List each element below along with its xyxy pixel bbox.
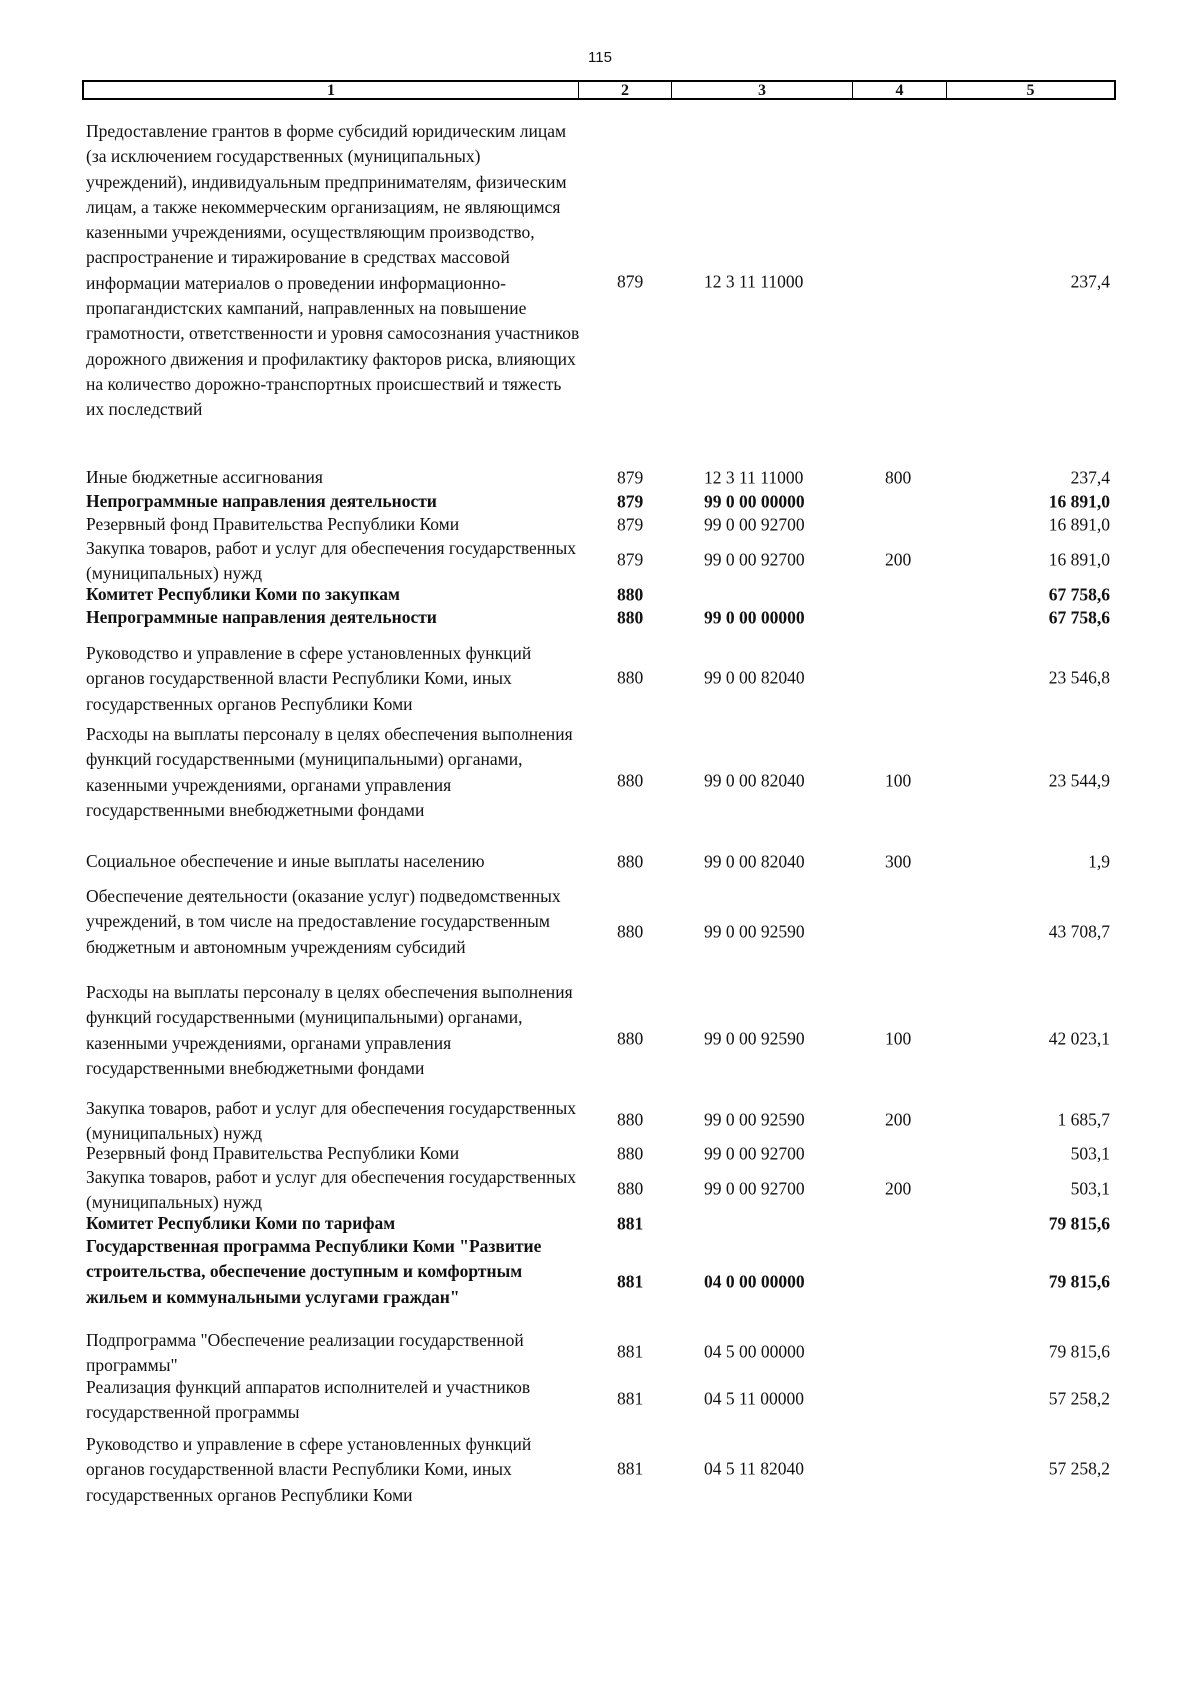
table-row <box>82 119 1116 444</box>
row-code: 880 <box>617 769 644 790</box>
row-description: Непрограммные направления деятельности <box>86 607 437 627</box>
header-col-1: 1 <box>84 82 579 98</box>
row-code: 879 <box>617 490 644 511</box>
row-vr: 300 <box>885 850 912 871</box>
row-csr: 12 3 11 11000 <box>704 466 804 487</box>
row-code: 881 <box>617 1271 644 1292</box>
table-row <box>82 1375 1116 1423</box>
table-row <box>82 1328 1116 1376</box>
row-description: Резервный фонд Правительства Республики Коми <box>86 1143 460 1163</box>
row-amount: 1,9 <box>1088 850 1110 871</box>
row-amount: 79 815,6 <box>1048 1341 1110 1362</box>
row-code: 881 <box>617 1388 644 1409</box>
row-csr: 04 0 00 00000 <box>704 1271 805 1292</box>
row-amount: 16 891,0 <box>1048 513 1110 534</box>
row-vr: 200 <box>885 549 912 570</box>
row-description: Обеспечение деятельности (оказание услуг) подведомственных учреждений, в том числе на предоставление государственным бюджетным и автономным учреждениям субсидий <box>86 886 561 957</box>
row-amount: 79 815,6 <box>1048 1271 1110 1292</box>
row-code: 880 <box>617 666 644 687</box>
row-description: Подпрограмма "Обеспечение реализации государственной программы" <box>86 1330 524 1376</box>
table-row <box>82 722 1116 839</box>
row-amount: 16 891,0 <box>1048 490 1110 511</box>
row-vr: 100 <box>885 769 912 790</box>
row-code: 880 <box>617 1027 644 1048</box>
row-vr: 100 <box>885 1027 912 1048</box>
row-amount: 57 258,2 <box>1048 1457 1110 1478</box>
row-amount: 67 758,6 <box>1048 606 1110 627</box>
row-code: 880 <box>617 606 644 627</box>
row-amount: 1 685,7 <box>1057 1109 1110 1130</box>
row-description: Руководство и управление в сфере установленных функций органов государственной власти Республики Коми, иных государственных органов Республики Коми <box>86 1434 532 1505</box>
table-row <box>82 1211 1116 1236</box>
row-description: Закупка товаров, работ и услуг для обеспечения государственных (муниципальных) нужд <box>86 538 577 584</box>
row-csr: 99 0 00 92700 <box>704 513 805 534</box>
table-row <box>82 1141 1116 1166</box>
row-amount: 23 546,8 <box>1048 666 1110 687</box>
row-amount: 503,1 <box>1070 1142 1110 1163</box>
row-description: Социальное обеспечение и иные выплаты населению <box>86 851 485 871</box>
row-description: Руководство и управление в сфере установленных функций органов государственной власти Республики Коми, иных государственных органов Республики Коми <box>86 643 532 714</box>
table-row <box>82 536 1116 584</box>
row-amount: 23 544,9 <box>1048 769 1110 790</box>
page-number: 115 <box>588 49 612 66</box>
row-amount: 57 258,2 <box>1048 1388 1110 1409</box>
row-code: 881 <box>617 1457 644 1478</box>
table-row <box>82 641 1116 714</box>
row-csr: 99 0 00 00000 <box>704 490 805 511</box>
row-vr: 800 <box>885 466 912 487</box>
row-description: Закупка товаров, работ и услуг для обеспечения государственных (муниципальных) нужд <box>86 1098 577 1144</box>
table-row <box>82 1234 1116 1330</box>
table-row <box>82 1096 1116 1144</box>
table-row <box>82 489 1116 514</box>
row-csr: 12 3 11 11000 <box>704 270 804 291</box>
row-csr: 99 0 00 82040 <box>704 666 805 687</box>
row-code: 880 <box>617 921 644 942</box>
row-vr: 200 <box>885 1109 912 1130</box>
row-description: Реализация функций аппаратов исполнителей и участников государственной программы <box>86 1377 531 1423</box>
row-csr: 99 0 00 92700 <box>704 549 805 570</box>
row-amount: 43 708,7 <box>1048 921 1110 942</box>
row-csr: 99 0 00 92590 <box>704 1109 805 1130</box>
row-description: Комитет Республики Коми по закупкам <box>86 584 400 604</box>
table-row <box>82 849 1116 874</box>
row-csr: 99 0 00 00000 <box>704 606 805 627</box>
header-col-4: 4 <box>853 82 947 98</box>
row-description: Резервный фонд Правительства Республики Коми <box>86 514 460 534</box>
row-csr: 99 0 00 92590 <box>704 1027 805 1048</box>
row-csr: 99 0 00 82040 <box>704 850 805 871</box>
row-csr: 99 0 00 92590 <box>704 921 805 942</box>
row-csr: 99 0 00 82040 <box>704 769 805 790</box>
row-csr: 99 0 00 92700 <box>704 1142 805 1163</box>
row-code: 881 <box>617 1341 644 1362</box>
table-row <box>82 884 1116 980</box>
row-amount: 16 891,0 <box>1048 549 1110 570</box>
row-amount: 503,1 <box>1070 1178 1110 1199</box>
row-code: 880 <box>617 1178 644 1199</box>
row-csr: 04 5 11 82040 <box>704 1457 804 1478</box>
table-row <box>82 1432 1116 1505</box>
row-amount: 237,4 <box>1070 270 1110 291</box>
row-code: 879 <box>617 549 644 570</box>
row-description: Закупка товаров, работ и услуг для обеспечения государственных (муниципальных) нужд <box>86 1167 577 1213</box>
row-amount: 67 758,6 <box>1048 583 1110 604</box>
row-description: Государственная программа Республики Коми "Развитие строительства, обеспечение доступным и комфортным жильем и коммунальными услугами граждан" <box>86 1236 542 1307</box>
table-row <box>82 582 1116 607</box>
table-row <box>82 605 1116 630</box>
header-col-3: 3 <box>672 82 853 98</box>
row-code: 880 <box>617 1109 644 1130</box>
table-row <box>82 1165 1116 1213</box>
row-code: 879 <box>617 466 644 487</box>
table-row <box>82 980 1116 1097</box>
row-amount: 79 815,6 <box>1048 1212 1110 1233</box>
row-amount: 42 023,1 <box>1048 1027 1110 1048</box>
header-col-2: 2 <box>579 82 672 98</box>
header-col-5: 5 <box>1026 82 1035 99</box>
row-description: Непрограммные направления деятельности <box>86 491 437 511</box>
row-description: Расходы на выплаты персоналу в целях обеспечения выполнения функций государственными (муниципальными) органами, казенными учреждениями, органами управления государственными внебюджетными фондами <box>86 724 573 820</box>
row-description: Комитет Республики Коми по тарифам <box>86 1213 396 1233</box>
table-row <box>82 465 1116 490</box>
row-code: 879 <box>617 513 644 534</box>
row-code: 881 <box>617 1212 644 1233</box>
row-csr: 04 5 00 00000 <box>704 1341 805 1362</box>
table-header <box>82 80 1116 100</box>
row-description: Предоставление грантов в форме субсидий юридическим лицам (за исключением государственных (муниципальных) учреждений), индивидуальным предпринимателям, физическим лицам, а также некоммерческим организациям, не являющимся казенными учреждениями, осуществляющим производство, распространение и тиражирование в средствах массовой информации материалов о проведении информационно-пропагандистских кампаний, направленных на повышение грамотности, ответственности и уровня самосознания участников дорожного движения и профилактику факторов риска, влияющих на количество дорожно-транспортных происшествий и тяжесть их последствий <box>86 121 580 420</box>
row-code: 879 <box>617 270 644 291</box>
row-vr: 200 <box>885 1178 912 1199</box>
row-description: Расходы на выплаты персоналу в целях обеспечения выполнения функций государственными (муниципальными) органами, казенными учреждениями, органами управления государственными внебюджетными фондами <box>86 982 573 1078</box>
row-description: Иные бюджетные ассигнования <box>86 467 323 487</box>
table-row <box>82 512 1116 537</box>
row-code: 880 <box>617 1142 644 1163</box>
row-csr: 04 5 11 00000 <box>704 1388 804 1409</box>
row-csr: 99 0 00 92700 <box>704 1178 805 1199</box>
row-code: 880 <box>617 850 644 871</box>
row-amount: 237,4 <box>1070 466 1110 487</box>
row-code: 880 <box>617 583 644 604</box>
